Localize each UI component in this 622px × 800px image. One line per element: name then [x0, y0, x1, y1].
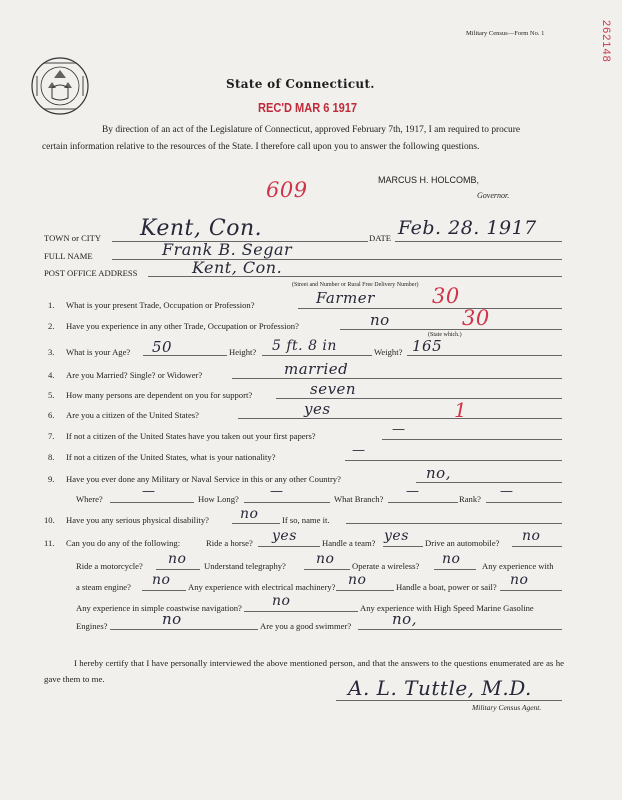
q10-number: 10.: [44, 515, 55, 525]
q6-text: Are you a citizen of the United States?: [66, 410, 199, 420]
q5-number: 5.: [48, 390, 55, 400]
q10-text: Have you any serious physical disability?: [66, 515, 209, 525]
page-title: State of Connecticut.: [226, 77, 375, 91]
q6-answer[interactable]: yes: [304, 400, 331, 418]
q5-text: How many persons are dependent on you for support?: [66, 390, 253, 400]
q11-swimmer-value[interactable]: no,: [392, 610, 417, 628]
q9-where-value[interactable]: —: [142, 484, 156, 499]
q2-text: Have you experience in any other Trade, Occupation or Profession?: [66, 321, 299, 331]
q3-height-line: [262, 355, 372, 356]
q1-answer[interactable]: Farmer: [316, 289, 375, 307]
q3-text: What is your Age?: [66, 347, 131, 357]
q3-weight-value[interactable]: 165: [412, 337, 443, 355]
q3-weight-label: Weight?: [374, 347, 403, 357]
q10-sub-line: [346, 523, 562, 524]
q9-number: 9.: [48, 474, 55, 484]
q11-steam-label: a steam engine?: [76, 582, 131, 592]
q3-height-label: Height?: [229, 347, 257, 357]
serial-number: 262148: [600, 20, 612, 63]
q9-branch-value[interactable]: —: [406, 484, 420, 499]
q11-text: Can you do any of the following:: [66, 538, 181, 548]
q8-line: [345, 460, 562, 461]
q11-telegraphy-label: Understand telegraphy?: [204, 561, 286, 571]
q10-answer[interactable]: no: [240, 506, 259, 522]
q11-electrical-value[interactable]: no: [348, 572, 367, 588]
q2-line: [340, 329, 562, 330]
q11-drive-auto-value[interactable]: no: [522, 528, 541, 544]
q8-text: If not a citizen of the United States, what is your nationality?: [66, 452, 276, 462]
q10-line: [232, 523, 280, 524]
q11-steam-value[interactable]: no: [152, 572, 171, 588]
q11-wireless-value[interactable]: no: [442, 551, 461, 567]
q11-number: 11.: [44, 538, 55, 548]
q4-number: 4.: [48, 370, 55, 380]
q11-telegraphy-value[interactable]: no: [316, 551, 335, 567]
q11-telegraphy-line: [304, 569, 350, 570]
q2-answer[interactable]: no: [370, 311, 390, 329]
q11-wireless-label: Operate a wireless?: [352, 561, 420, 571]
q11-marine-label: Any experience with High Speed Marine Gasoline: [360, 603, 534, 613]
q9-rank-line: [486, 502, 562, 503]
q11-ride-horse-value[interactable]: yes: [272, 528, 297, 544]
q9-branch-line: [388, 502, 458, 503]
q11-swimmer-line: [358, 629, 562, 630]
q6-mark: 1: [454, 398, 468, 422]
q1-text: What is your present Trade, Occupation or Profession?: [66, 300, 255, 310]
q3-height-value[interactable]: 5 ft. 8 in: [272, 338, 337, 354]
q9-where-label: Where?: [76, 494, 103, 504]
q11-drive-auto-label: Drive an automobile?: [425, 538, 500, 548]
certification-text: I hereby certify that I have personally interviewed the above mentioned person, and that the answers to the questions enumerated are as he gave them to me.: [44, 658, 564, 684]
q3-weight-line: [407, 355, 562, 356]
q11-swimmer-label: Are you a good swimmer?: [260, 621, 352, 631]
full-name-line: [112, 259, 562, 260]
q1-mark: 30: [432, 284, 460, 308]
q9-where-line: [110, 502, 194, 503]
form-number-header: Military Census—Form No. 1: [466, 30, 545, 37]
q11-handle-team-value[interactable]: yes: [384, 528, 409, 544]
q10-sub-label: If so, name it.: [282, 515, 330, 525]
q8-answer[interactable]: —: [352, 443, 366, 458]
q9-answer[interactable]: no,: [426, 464, 451, 482]
q2-note: (State which.): [428, 332, 462, 338]
address-label: POST OFFICE ADDRESS: [44, 268, 138, 278]
q11-electrical-line: [336, 590, 394, 591]
date-label: DATE: [369, 233, 391, 243]
q11-steam-line: [142, 590, 186, 591]
q1-line: [298, 308, 562, 309]
received-stamp: REC'D MAR 6 1917: [258, 100, 358, 115]
q1-number: 1.: [48, 300, 55, 310]
q11-boat-line: [500, 590, 562, 591]
q9-rank-value[interactable]: —: [500, 484, 514, 499]
full-name-value[interactable]: Frank B. Segar: [162, 240, 293, 259]
q4-text: Are you Married? Single? or Widower?: [66, 370, 203, 380]
q3-number: 3.: [48, 347, 55, 357]
governor-title: Governor.: [477, 191, 510, 200]
q4-answer[interactable]: married: [284, 360, 349, 378]
state-seal-icon: [30, 56, 90, 116]
agent-title: Military Census Agent.: [472, 703, 542, 712]
governor-name: MARCUS H. HOLCOMB,: [378, 175, 480, 185]
address-value[interactable]: Kent, Con.: [192, 258, 283, 277]
signature-line: [336, 700, 562, 701]
q11-ride-horse-label: Ride a horse?: [206, 538, 253, 548]
q11-engines-value[interactable]: no: [162, 610, 182, 628]
q11-coastwise-label: Any experience in simple coastwise navigation?: [76, 603, 242, 613]
q2-number: 2.: [48, 321, 55, 331]
q7-text: If not a citizen of the United States have you taken out your first papers?: [66, 431, 316, 441]
q11-coastwise-line: [244, 611, 358, 612]
town-label: TOWN or CITY: [44, 233, 102, 243]
full-name-label: FULL NAME: [44, 251, 93, 261]
q9-line: [416, 482, 562, 483]
q11-handle-team-label: Handle a team?: [322, 538, 376, 548]
q7-line: [382, 439, 562, 440]
q9-how-long-label: How Long?: [198, 494, 239, 504]
q11-boat-label: Handle a boat, power or sail?: [396, 582, 497, 592]
q5-line: [276, 398, 562, 399]
q11-engines-line: [110, 629, 258, 630]
q11-drive-auto-line: [512, 546, 562, 547]
q11-electrical-label: Any experience with electrical machinery?: [188, 582, 336, 592]
town-value[interactable]: Kent, Con.: [140, 216, 263, 241]
q11-ride-moto-value[interactable]: no: [168, 551, 187, 567]
q11-wireless-line: [434, 569, 476, 570]
q3-age-value[interactable]: 50: [152, 338, 173, 356]
form-entry-number: 609: [266, 178, 308, 202]
q7-number: 7.: [48, 431, 55, 441]
q9-how-long-value[interactable]: —: [270, 484, 284, 499]
address-note: (Street and Number or Rural Free Delivery Number): [292, 282, 419, 288]
q2-mark: 30: [462, 306, 490, 330]
q7-answer[interactable]: —: [392, 422, 406, 437]
q11-boat-value[interactable]: no: [510, 572, 529, 588]
q11-ride-moto-line: [156, 569, 200, 570]
intro-paragraph: By direction of an act of the Legislature of Connecticut, approved February 7th, 1917, I am required to procure certain information relative to the resources of the State. I therefore call upon you to answer the following questions.: [42, 125, 520, 152]
date-line: [395, 241, 562, 242]
q9-rank-label: Rank?: [459, 494, 481, 504]
q9-branch-label: What Branch?: [334, 494, 384, 504]
q11-ride-moto-label: Ride a motorcycle?: [76, 561, 143, 571]
q11-handle-team-line: [383, 546, 423, 547]
q6-number: 6.: [48, 410, 55, 420]
q11-engines-label: Engines?: [76, 621, 108, 631]
q11-ride-horse-line: [258, 546, 320, 547]
q8-number: 8.: [48, 452, 55, 462]
q5-answer[interactable]: seven: [310, 380, 357, 398]
q11-coastwise-value[interactable]: no: [272, 593, 291, 609]
q6-line: [238, 418, 562, 419]
q11-any-exp-label: Any experience with: [482, 561, 554, 571]
q9-how-long-line: [244, 502, 330, 503]
date-value[interactable]: Feb. 28. 1917: [398, 217, 537, 239]
q9-text: Have you ever done any Military or Naval Service in this or any other Country?: [66, 474, 341, 484]
q4-line: [232, 378, 562, 379]
agent-signature: A. L. Tuttle, M.D.: [348, 676, 532, 700]
